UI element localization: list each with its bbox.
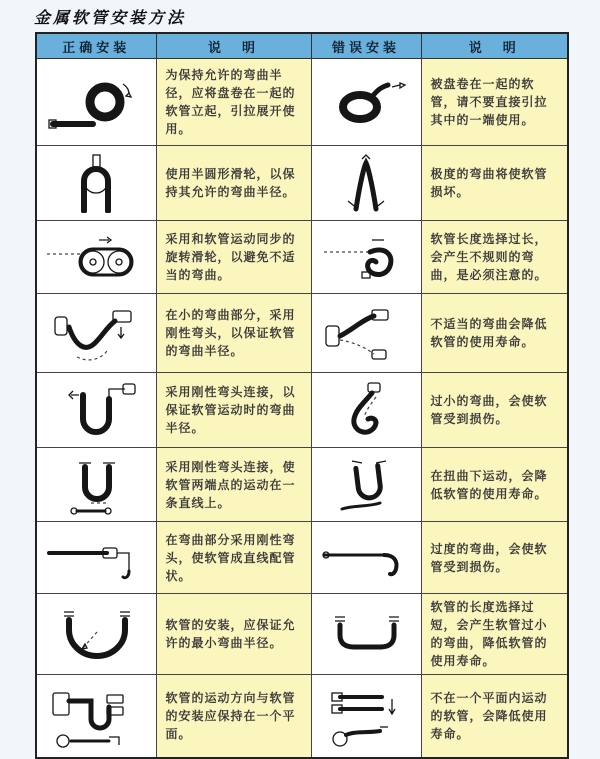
wrong-illustration-8	[311, 594, 421, 675]
correct-illustration-6	[36, 448, 156, 522]
too-small-bend-icon	[318, 379, 414, 441]
table-row	[36, 448, 568, 522]
rotating-pulleys-icon	[41, 228, 151, 286]
rigid-elbow-small-bend-icon	[41, 301, 151, 365]
twisted-u-loop-icon	[318, 455, 414, 515]
wrong-description-1: 被盘卷在一起的软管，请不要直接引拉其中的一端使用。	[421, 59, 568, 146]
wrong-illustration-7	[311, 522, 421, 594]
overbent-end-icon	[318, 529, 414, 587]
wrong-description-7: 过度的弯曲，会使软管受到损伤。	[421, 522, 568, 594]
table-row	[36, 59, 568, 146]
out-of-plane-motion-icon	[318, 681, 414, 751]
installation-method-table	[35, 32, 569, 759]
table-row	[36, 594, 568, 675]
header-correct-install: 正确安装	[36, 33, 156, 59]
correct-illustration-8	[36, 594, 156, 675]
coiled-hose-stood-up-icon	[43, 68, 149, 136]
correct-illustration-4	[36, 294, 156, 373]
wrong-description-4: 不适当的弯曲会降低软管的使用寿命。	[421, 294, 568, 373]
header-description-wrong: 说 明	[421, 33, 568, 59]
correct-illustration-2	[36, 146, 156, 221]
correct-description-7: 在弯曲部分采用刚性弯头，使软管成直线配管状。	[156, 522, 311, 594]
u-loop-straight-line-icon	[43, 455, 149, 515]
table-row	[36, 675, 568, 759]
wrong-description-6: 在扭曲下运动，会降低软管的使用寿命。	[421, 448, 568, 522]
table-row	[36, 373, 568, 448]
table-row	[36, 522, 568, 594]
extreme-bend-icon	[318, 153, 414, 213]
table-row	[36, 221, 568, 294]
correct-illustration-1	[36, 59, 156, 146]
wrong-illustration-1	[311, 59, 421, 146]
header-wrong-install: 错误安装	[311, 33, 421, 59]
too-short-hose-icon	[318, 605, 414, 663]
wrong-illustration-2	[311, 146, 421, 221]
correct-description-5: 采用刚性弯头连接，以保证软管运动时的弯曲半径。	[156, 373, 311, 448]
irregular-loop-icon	[318, 228, 414, 286]
wrong-description-2: 极度的弯曲将使软管损坏。	[421, 146, 568, 221]
correct-description-6: 采用刚性弯头连接，使软管两端点的运动在一条直线上。	[156, 448, 311, 522]
table-row	[36, 146, 568, 221]
wrong-illustration-6	[311, 448, 421, 522]
correct-illustration-9	[36, 675, 156, 759]
header-description-correct: 说 明	[156, 33, 311, 59]
semicircular-pulley-icon	[43, 153, 149, 213]
correct-description-4: 在小的弯曲部分，采用刚性弯头，以保证软管的弯曲半径。	[156, 294, 311, 373]
header-row	[36, 33, 568, 59]
wrong-illustration-4	[311, 294, 421, 373]
u-loop-rigid-elbow-icon	[43, 379, 149, 441]
correct-description-8: 软管的安装，应保证允许的最小弯曲半径。	[156, 594, 311, 675]
wrong-description-3: 软管长度选择过长，会产生不规则的弯曲，是必须注意的。	[421, 221, 568, 294]
correct-illustration-5	[36, 373, 156, 448]
correct-illustration-7	[36, 522, 156, 594]
wrong-illustration-9	[311, 675, 421, 759]
wrong-description-9: 不在一个平面内运动的软管，会降低使用寿命。	[421, 675, 568, 759]
correct-description-3: 采用和软管运动同步的旋转滑轮，以避免不适当的弯曲。	[156, 221, 311, 294]
correct-description-9: 软管的运动方向与软管的安装应保持在一个平面。	[156, 675, 311, 759]
table-row	[36, 294, 568, 373]
one-plane-motion-icon	[41, 681, 151, 751]
wrong-description-8: 软管的长度选择过短，会产生软管过小的弯曲，降低软管的使用寿命。	[421, 594, 568, 675]
wrong-illustration-3	[311, 221, 421, 294]
coiled-hose-pulled-icon	[318, 71, 414, 133]
straight-piping-elbow-icon	[41, 529, 151, 587]
improper-bend-icon	[318, 302, 414, 364]
correct-description-1: 为保持允许的弯曲半径，应将盘卷在一起的软管立起，引拉展开使用。	[156, 59, 311, 146]
correct-illustration-3	[36, 221, 156, 294]
wrong-description-5: 过小的弯曲，会使软管受到损伤。	[421, 373, 568, 448]
minimum-bend-radius-icon	[41, 604, 151, 664]
wrong-illustration-5	[311, 373, 421, 448]
correct-description-2: 使用半圆形滑轮，以保持其允许的弯曲半径。	[156, 146, 311, 221]
page-title: 金属软管安装方法	[34, 8, 187, 27]
